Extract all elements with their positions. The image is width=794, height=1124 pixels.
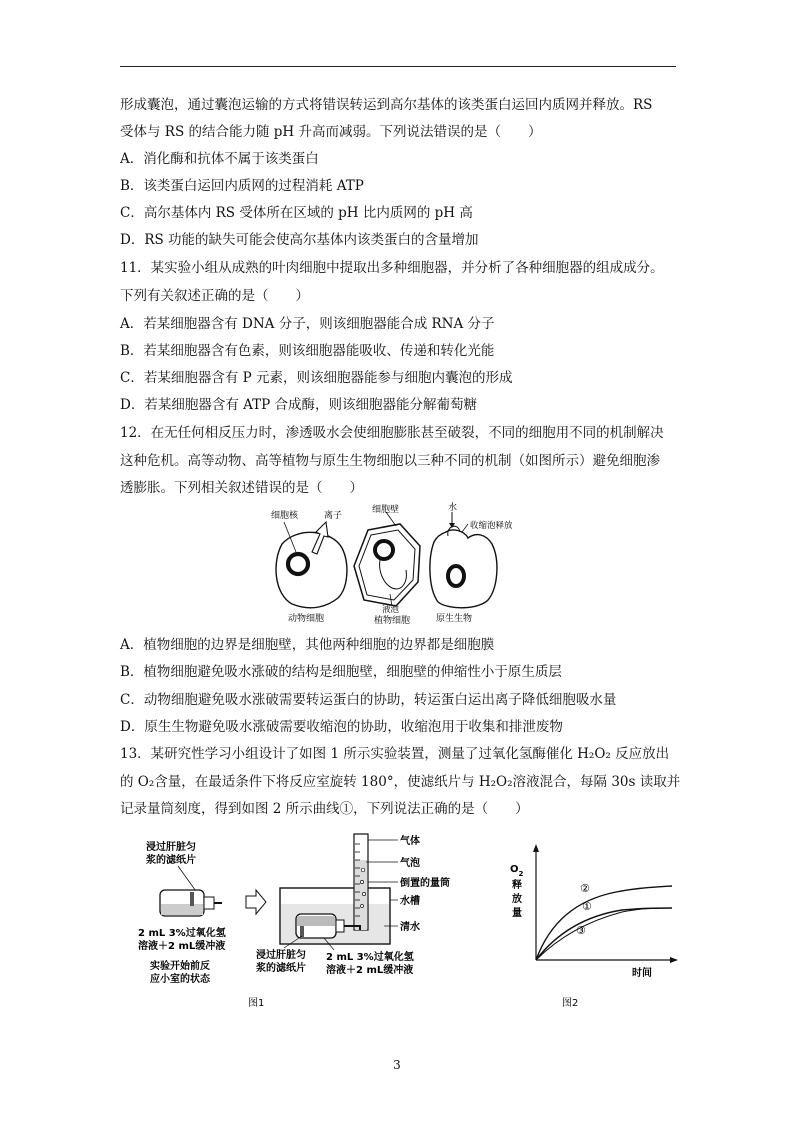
water-label: 水 [448, 503, 458, 513]
plant-vacuole [380, 560, 407, 589]
gas-label: 气体 [400, 836, 420, 847]
arrowhead [449, 523, 455, 528]
figure1-caption: 图1 [248, 998, 265, 1009]
protist-nucleus [448, 566, 464, 586]
h2o2-solution-inverted [297, 916, 335, 926]
option-a: A．若某细胞器含有 DNA 分子，则该细胞器能合成 RNA 分子 [120, 316, 495, 332]
header-rule [120, 66, 676, 67]
option-b: B．该类蛋白运回内质网的过程消耗 ATP [120, 178, 364, 194]
bubble-label: 气泡 [400, 858, 420, 869]
text-line: 下列有关叙述正确的是（ ） [120, 288, 309, 304]
text-line: 透膨胀。下列相关叙述错误的是（ ） [120, 480, 363, 496]
text-line: 记录量筒刻度，得到如图 2 所示曲线①，下列说法正确的是（ ） [120, 801, 529, 817]
question-12: 12．在无任何相反压力时，渗透吸水会使细胞膨胀甚至破裂，不同的细胞用不同的机制解决 [120, 425, 664, 441]
animal-cell-outline [276, 532, 347, 607]
solution2-label-2: 溶液＋2 mL缓冲液 [326, 965, 414, 976]
solution2-label-1: 2 mL 3%过氧化氢 [326, 952, 414, 963]
option-d: D．RS 功能的缺失可能会使高尔基体内该类蛋白的含量增加 [120, 232, 479, 248]
contractile-label: 收缩泡释放 [470, 521, 513, 531]
y-label-2: 放 [512, 894, 522, 905]
filter-paper [190, 892, 194, 906]
filter2-label-2: 浆的滤纸片 [256, 963, 306, 974]
before-label-2: 应小室的状态 [150, 974, 210, 985]
curve-1 [536, 908, 672, 960]
wall-label: 细胞壁 [372, 505, 400, 515]
h2o2-solution [161, 904, 203, 915]
x-arrow [670, 957, 678, 963]
filter-paper-inverted [300, 926, 304, 937]
option-a: A．植物细胞的边界是细胞壁，其他两种细胞的边界都是细胞膜 [120, 637, 495, 653]
option-b: B．植物细胞避免吸水涨破的结构是细胞壁，细胞壁的伸缩性小于原生质层 [120, 664, 562, 680]
y-arrow [533, 844, 539, 852]
animal-cell-label: 动物细胞 [288, 614, 325, 624]
option-c: C．高尔基体内 RS 受体所在区域的 pH 比内质网的 pH 高 [120, 205, 473, 221]
filter-label-2: 浆的滤纸片 [146, 855, 196, 866]
solution-label-1: 2 mL 3%过氧化氢 [138, 928, 226, 939]
curve-1-label: ① [582, 900, 592, 913]
option-b: B．若某细胞器含有色素，则该细胞器能吸收、传递和转化光能 [120, 343, 495, 359]
before-label-1: 实验开始前反 [150, 961, 210, 972]
contractile-pointer [462, 524, 468, 532]
page-number: 3 [393, 1058, 401, 1072]
solution-label-2: 溶液＋2 mL缓冲液 [138, 941, 226, 952]
option-c: C．若某细胞器含有 P 元素，则该细胞器能参与细胞内囊泡的形成 [120, 370, 513, 386]
option-a: A．消化酶和抗体不属于该类蛋白 [120, 151, 319, 167]
stopper-inverted [336, 920, 344, 932]
question-11: 11．某实验小组从成熟的叶肉细胞中提取出多种细胞器，并分析了各种细胞器的组成成分。 [120, 260, 664, 276]
ion-label: 离子 [324, 511, 343, 521]
apparatus-figure [134, 830, 464, 1014]
protist-label: 原生生物 [436, 614, 473, 624]
option-d: D．原生生物避免吸水涨破需要收缩泡的协助，收缩泡用于收集和排泄废物 [120, 719, 563, 735]
y-label-3: 量 [512, 908, 522, 919]
plant-cell-wall [354, 524, 420, 606]
cylinder-label: 倒置的量筒 [400, 878, 450, 889]
option-d: D．若某细胞器含有 ATP 合成酶，则该细胞器能分解葡萄糖 [120, 397, 478, 413]
water-label: 清水 [400, 922, 420, 933]
y-label-o: $O_2$ [510, 864, 524, 878]
filter-label-1: 浸过肝脏匀 [146, 842, 196, 853]
vacuole-label: 液泡 [382, 605, 400, 615]
nucleus-label: 细胞核 [271, 511, 299, 521]
filter2-label-1: 浸过肝脏匀 [256, 950, 306, 961]
curve-2 [536, 886, 672, 960]
oxygen-curve-figure [506, 838, 686, 1014]
question-13: 13．某研究性学习小组设计了如图 1 所示实验装置，测量了过氧化氢酶催化 H₂O₂ 反应放出 [120, 746, 670, 762]
nucleus-pointer [284, 522, 296, 552]
text-line: 的 O₂含量，在最适条件下将反应室旋转 180°，使滤纸片与 H₂O₂溶液混合，每隔 30s 读取并 [120, 774, 681, 790]
curve-2-label: ② [580, 882, 590, 895]
x-label: 时间 [632, 968, 652, 979]
animal-nucleus [288, 554, 308, 574]
cell-mechanisms-figure [268, 502, 520, 630]
y-label-1: 释 [512, 880, 522, 891]
plant-nucleus [375, 541, 393, 559]
curve-3-label: ③ [576, 924, 586, 937]
curve-3 [536, 908, 672, 960]
plant-cell-label: 植物细胞 [374, 616, 411, 626]
ion-arrow-icon [312, 522, 328, 554]
arrow-icon [246, 890, 266, 914]
option-c: C．动物细胞避免吸水涨破需要转运蛋白的协助，转运蛋白运出离子降低细胞吸水量 [120, 692, 617, 708]
figure2-caption: 图2 [562, 998, 579, 1009]
text-line: 受体与 RS 的结合能力随 pH 升高而减弱。下列说法错误的是（ ） [120, 124, 542, 140]
stopper [204, 897, 214, 909]
text-line: 形成囊泡，通过囊泡运输的方式将错误转运到高尔基体的该类蛋白运回内质网并释放。RS [120, 97, 653, 113]
tank-label: 水槽 [400, 896, 420, 907]
text-line: 这种危机。高等动物、高等植物与原生生物细胞以三种不同的机制（如图所示）避免细胞渗 [120, 453, 660, 469]
